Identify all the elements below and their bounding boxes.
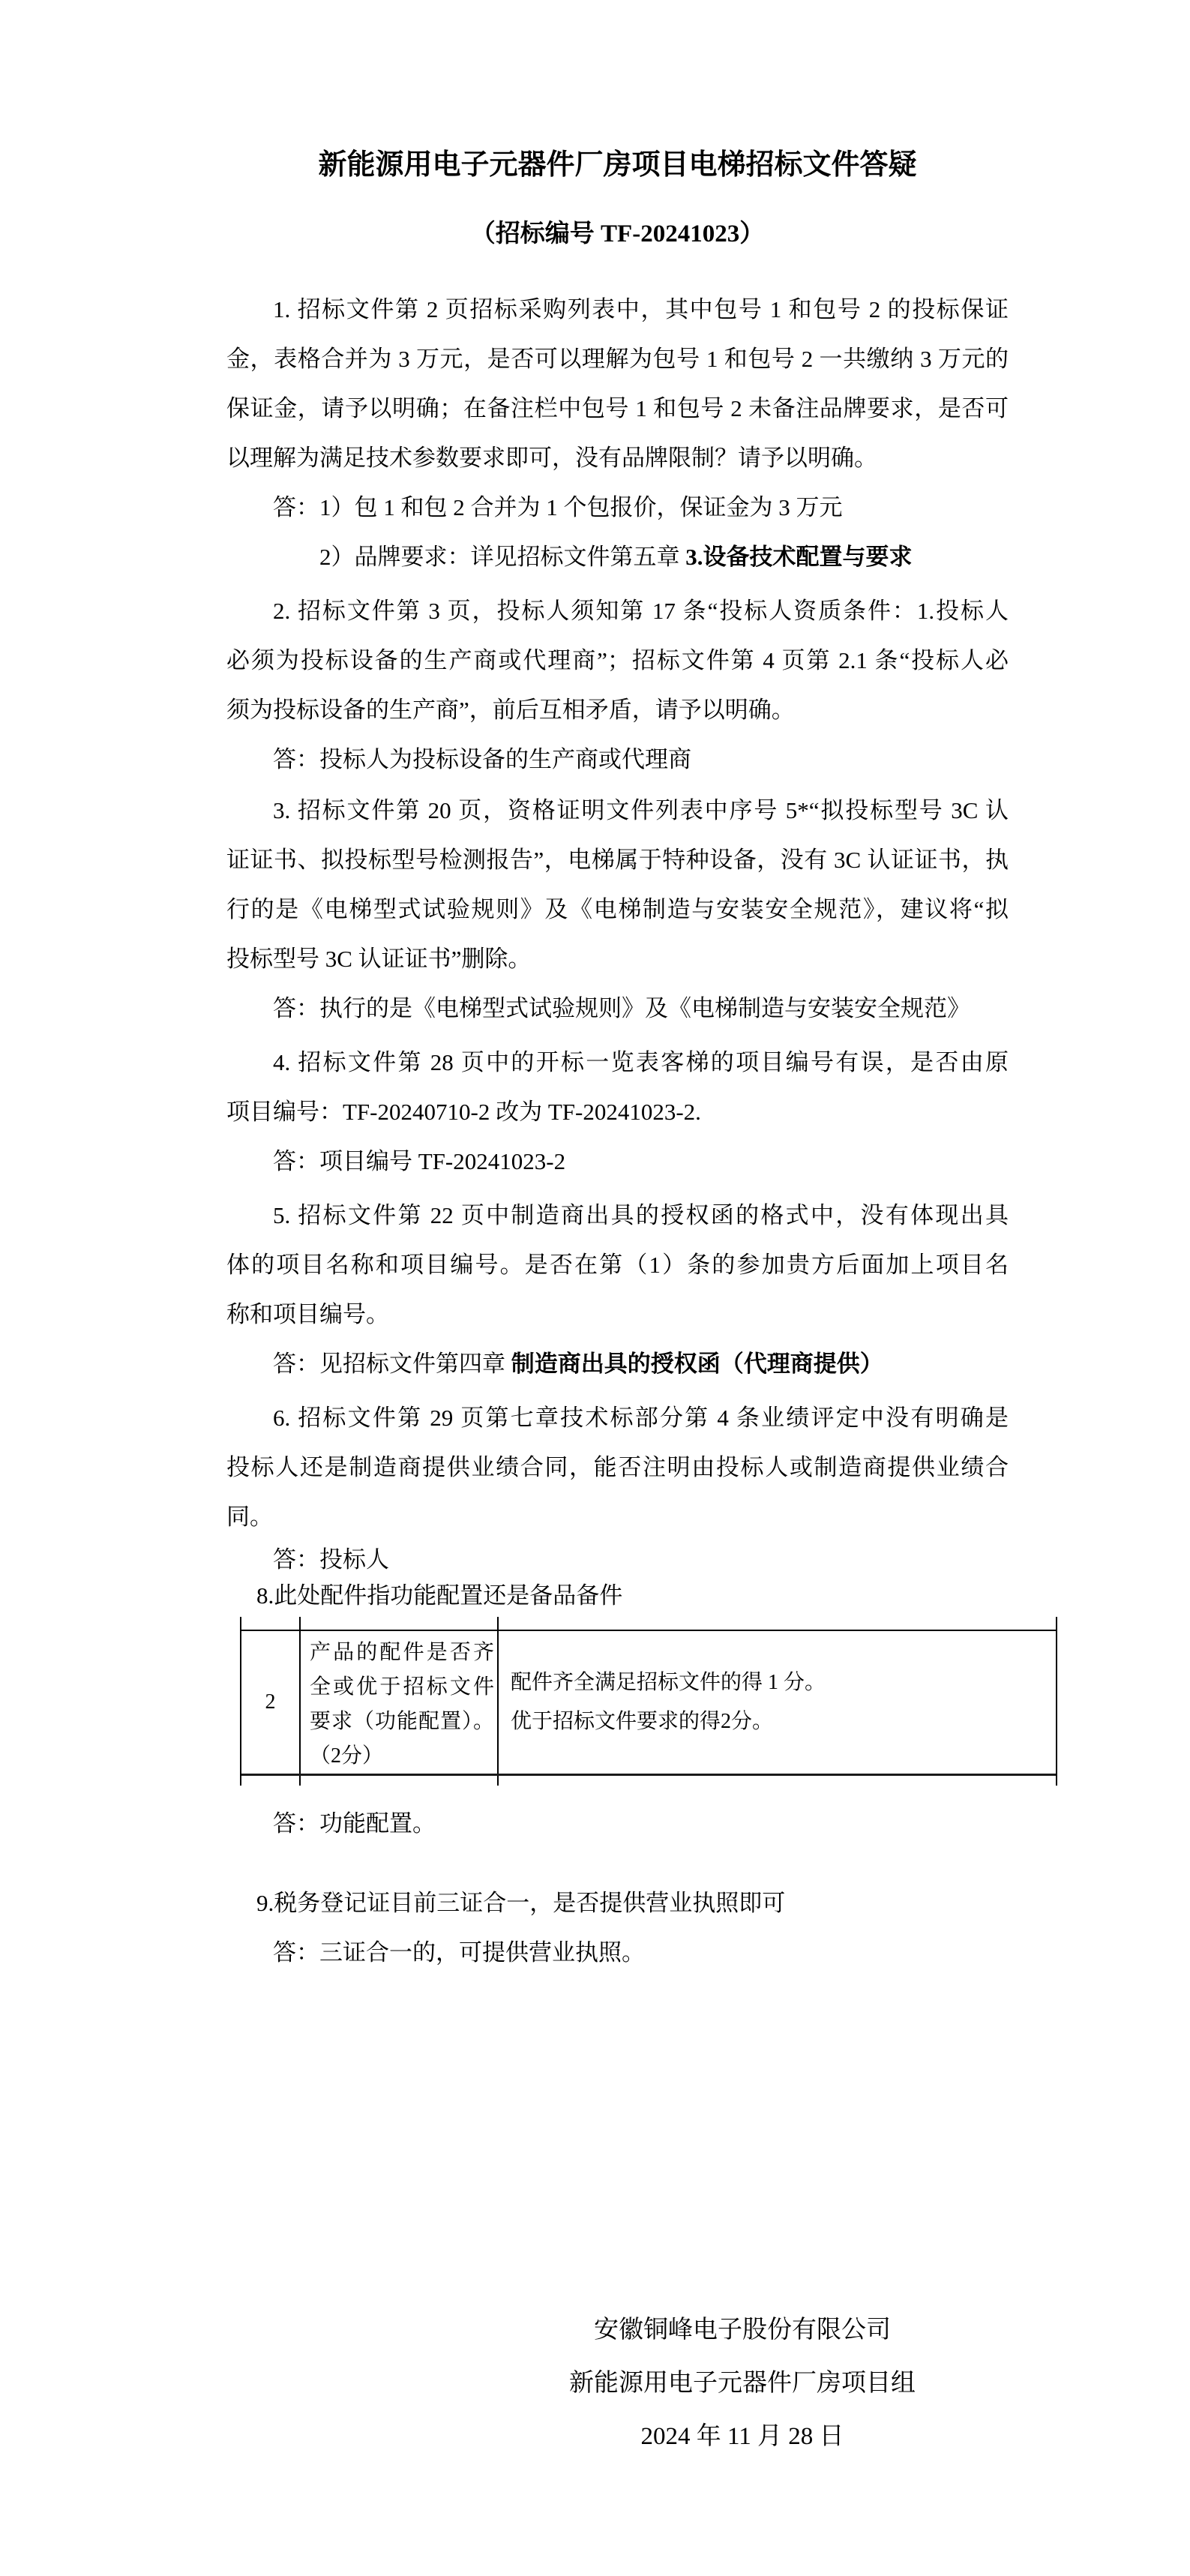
table-cell-empty bbox=[241, 1776, 299, 1786]
table-scoring-line: 优于招标文件要求的得2分。 bbox=[511, 1710, 774, 1733]
question-2-line: 必须为投标设备的生产商或代理商”；招标文件第 4 页第 2.1 条“投标人必 bbox=[226, 647, 1009, 673]
question-2 bbox=[226, 586, 1009, 735]
question-5-line: 5. 招标文件第 22 页中制造商出具的授权函的格式中，没有体现出具 bbox=[273, 1202, 1009, 1228]
table-criteria-line: 产品的配件是否齐 bbox=[310, 1641, 494, 1664]
table-criteria-line: 全或优于招标文件 bbox=[310, 1675, 494, 1699]
answer-1-line: 答：1）包 1 和包 2 合并为 1 个包报价，保证金为 3 万元 bbox=[273, 494, 843, 520]
answer-3 bbox=[226, 984, 1009, 1033]
signature-date: 2024 年 11 月 28 日 bbox=[640, 2423, 844, 2450]
answer-3-line: 答：执行的是《电梯型式试验规则》及《电梯制造与安装安全规范》 bbox=[273, 995, 970, 1021]
answer-5-bold-ref: 制造商出具的授权函（代理商提供） bbox=[511, 1351, 883, 1377]
answer-8 bbox=[226, 1799, 1009, 1849]
table-criteria-cell bbox=[299, 1631, 497, 1774]
question-3-line: 投标型号 3C 认证证书”删除。 bbox=[226, 946, 532, 972]
question-1-line: 1. 招标文件第 2 页招标采购列表中，其中包号 1 和包号 2 的投标保证 bbox=[273, 296, 1009, 322]
question-5-line: 体的项目名称和项目编号。是否在第（1）条的参加贵方后面加上项目名 bbox=[226, 1252, 1009, 1278]
table-cell-empty bbox=[497, 1617, 1056, 1630]
table-scoring-line: 配件齐全满足招标文件的得 1 分。 bbox=[511, 1671, 826, 1694]
question-4-line: 项目编号：TF-20240710-2 改为 TF-20241023-2. bbox=[226, 1099, 701, 1125]
scoring-table bbox=[240, 1617, 1057, 1786]
answer-9-line: 答：三证合一的，可提供营业执照。 bbox=[273, 1939, 645, 1966]
question-6-line: 同。 bbox=[226, 1504, 273, 1530]
question-2-line: 须为投标设备的生产商”，前后互相矛盾，请予以明确。 bbox=[226, 697, 795, 723]
question-3 bbox=[226, 786, 1009, 984]
answer-4 bbox=[226, 1137, 1009, 1186]
question-6-line: 投标人还是制造商提供业绩合同，能否注明由投标人或制造商提供业绩合 bbox=[226, 1454, 1009, 1480]
question-2-line: 2. 招标文件第 3 页，投标人须知第 17 条“投标人资质条件：1.投标人 bbox=[273, 598, 1009, 624]
table-criteria-line: 要求（功能配置）。 bbox=[310, 1710, 494, 1733]
answer-2 bbox=[226, 735, 1009, 784]
question-1-line: 金，表格合并为 3 万元，是否可以理解为包号 1 和包号 2 一共缴纳 3 万元的 bbox=[226, 346, 1009, 372]
answer-8-line: 答：功能配置。 bbox=[273, 1810, 436, 1837]
answer-4-line: 答：项目编号 TF-20241023-2 bbox=[273, 1148, 566, 1174]
question-5-line: 称和项目编号。 bbox=[226, 1301, 389, 1327]
question-6 bbox=[226, 1393, 1009, 1542]
answer-1 bbox=[226, 483, 1009, 582]
answer-2-line: 答：投标人为投标设备的生产商或代理商 bbox=[273, 746, 691, 772]
page-title: 新能源用电子元器件厂房项目电梯招标文件答疑 bbox=[318, 149, 917, 181]
table-cell-empty bbox=[299, 1776, 497, 1786]
answer-6 bbox=[226, 1542, 1009, 1578]
question-9-line: 9.税务登记证目前三证合一，是否提供营业执照即可 bbox=[256, 1890, 786, 1916]
answer-1-text: 2）品牌要求：详见招标文件第五章 bbox=[319, 544, 686, 570]
question-1-line: 保证金，请予以明确；在备注栏中包号 1 和包号 2 未备注品牌要求，是否可 bbox=[226, 395, 1009, 421]
document-content bbox=[226, 0, 1009, 1978]
question-4 bbox=[226, 1038, 1009, 1137]
answer-6-line: 答：投标人 bbox=[273, 1546, 389, 1573]
question-8 bbox=[226, 1578, 1009, 1614]
question-1 bbox=[226, 285, 1009, 483]
answer-1-bold-ref: 3.设备技术配置与要求 bbox=[685, 544, 913, 570]
table-cutoff-row-bottom bbox=[241, 1776, 1056, 1786]
question-9 bbox=[226, 1879, 1009, 1928]
question-3-line: 行的是《电梯型式试验规则》及《电梯制造与安装安全规范》，建议将“拟 bbox=[226, 896, 1009, 922]
table-cutoff-row-top bbox=[241, 1617, 1056, 1631]
tender-number-subtitle: （招标编号 TF-20241023） bbox=[470, 220, 765, 247]
question-3-line: 3. 招标文件第 20 页，资格证明文件列表中序号 5*“拟投标型号 3C 认 bbox=[273, 797, 1009, 823]
signature-block bbox=[424, 2304, 1061, 2464]
table-cell-empty bbox=[299, 1617, 497, 1630]
answer-5-text: 答：见招标文件第四章 bbox=[273, 1351, 511, 1377]
question-5 bbox=[226, 1191, 1009, 1339]
table-row-number: 2 bbox=[265, 1690, 276, 1714]
answer-5-line bbox=[226, 1339, 1009, 1389]
question-1-line: 以理解为满足技术参数要求即可，没有品牌限制？请予以明确。 bbox=[226, 445, 877, 471]
table-scoring-cell bbox=[497, 1631, 1056, 1774]
question-6-line: 6. 招标文件第 29 页第七章技术标部分第 4 条业绩评定中没有明确是 bbox=[273, 1405, 1009, 1431]
signature-company: 安徽铜峰电子股份有限公司 bbox=[594, 2317, 891, 2344]
table-cell-empty bbox=[497, 1776, 1056, 1786]
answer-5 bbox=[226, 1339, 1009, 1389]
question-4-line: 4. 招标文件第 28 页中的开标一览表客梯的项目编号有误，是否由原 bbox=[273, 1049, 1009, 1075]
answer-9 bbox=[226, 1928, 1009, 1978]
question-8-line: 8.此处配件指功能配置还是备品备件 bbox=[256, 1582, 623, 1609]
table-criteria-line: （2分） bbox=[310, 1744, 384, 1768]
answer-1-line bbox=[226, 532, 1009, 582]
table-row bbox=[241, 1631, 1056, 1776]
signature-project-team: 新能源用电子元器件厂房项目组 bbox=[569, 2370, 916, 2397]
question-3-line: 证证书、拟投标型号检测报告”，电梯属于特种设备，没有 3C 认证证书，执 bbox=[226, 847, 1009, 873]
table-cell-empty bbox=[241, 1617, 299, 1630]
